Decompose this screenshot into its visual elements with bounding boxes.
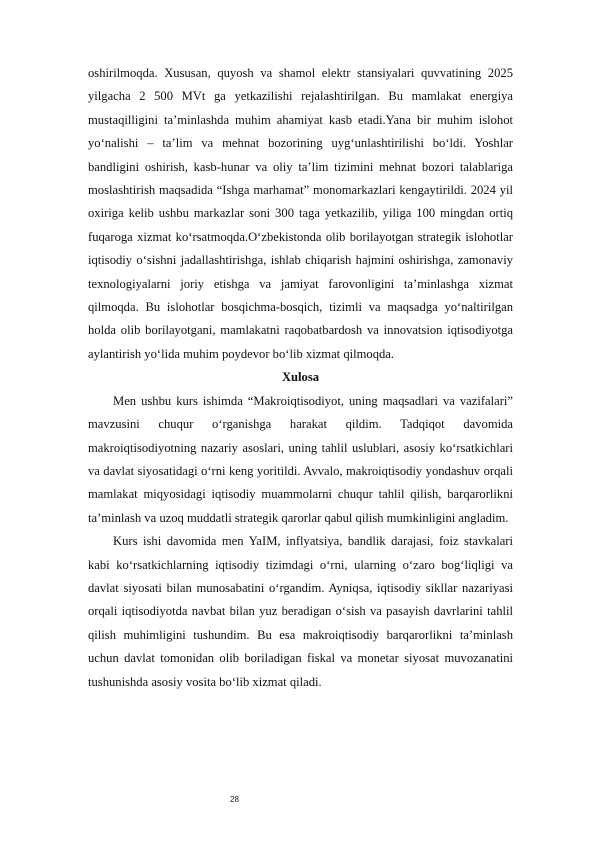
page-number: 28 [230, 795, 239, 804]
section-heading: Xulosa [281, 370, 320, 385]
body-paragraph: oshirilmoqda. Xususan, quyosh va shamol elektr stansiyalari quvvatining 2025 yilgacha 2 500 MVt ga yetkazilishi rejalashtirilgan. Bu mamlakat energiya mustaqilligini ta’minlashda muhim ahamiyat kasb etadi.Yana bir muhim islohot yo‘nalishi – ta’lim va mehnat bozorining uyg‘unlashtirilishi bo‘ldi. Yoshlar bandligini oshirish, kasb-hunar va oliy ta’lim tizimini mehnat bozori talablariga moslashtirish maqsadida “Ishga marhamat” monomarkazlari kengaytirildi. 2024 yil oxiriga kelib ushbu markazlar soni 300 taga yetkazilib, yiliga 100 mingdan ortiq fuqaroga xizmat ko‘rsatmoqda.O‘zbekistonda olib borilayotgan strategik islohotlar iqtisodiy o‘sishni jadallashtirishga, ishlab chiqarish hajmini oshirishga, zamonaviy texnologiyalarni joriy etishga va jamiyat farovonligini ta’minlashga xizmat qilmoqda. Bu islohotlar bosqichma-bosqich, tizimli va maqsadga yo‘naltirilgan holda olib borilayotgani, mamlakatni raqobatbardosh va innovatsion iqtisodiyotga aylantirish yo‘lida muhim poydevor bo‘lib xizmat qilmoqda. [88, 66, 513, 361]
body-paragraph: Kurs ishi davomida men YaIM, inflyatsiya, bandlik darajasi, foiz stavkalari kabi ko‘rsatkichlarning iqtisodiy tizimdagi o‘rni, ularning o‘zaro bog‘liqligi va davlat siyosati bilan munosabatini o‘rgandim. Ayniqsa, iqtisodiy sikllar nazariyasi orqali iqtisodiyotda navbat bilan yuz beradigan o‘sish va pasayish davrlarini tahlil qilish muhimligini tushundim. Bu esa makroiqtisodiy barqarorlikni ta’minlash uchun davlat tomonidan olib boriladigan fiskal va monetar siyosat muvozanatini tushunishda asosiy vosita bo‘lib xizmat qiladi. [88, 534, 513, 689]
document-page [88, 62, 513, 694]
body-paragraph: Men ushbu kurs ishimda “Makroiqtisodiyot, uning maqsadlari va vazifalari” mavzusini chuqur o‘rganishga harakat qildim. Tadqiqot davomida makroiqtisodiyotning nazariy asoslari, uning tahlil uslublari, asosiy ko‘rsatkichlari va davlat siyosatidagi o‘rni keng yoritildi. Avvalo, makroiqtisodiy yondashuv orqali mamlakat miqyosidagi iqtisodiy muammolarni chuqur tahlil qilish, barqarorlikni ta’minlash va uzoq muddatli strategik qarorlar qabul qilish mumkinligini angladim. [88, 393, 513, 525]
